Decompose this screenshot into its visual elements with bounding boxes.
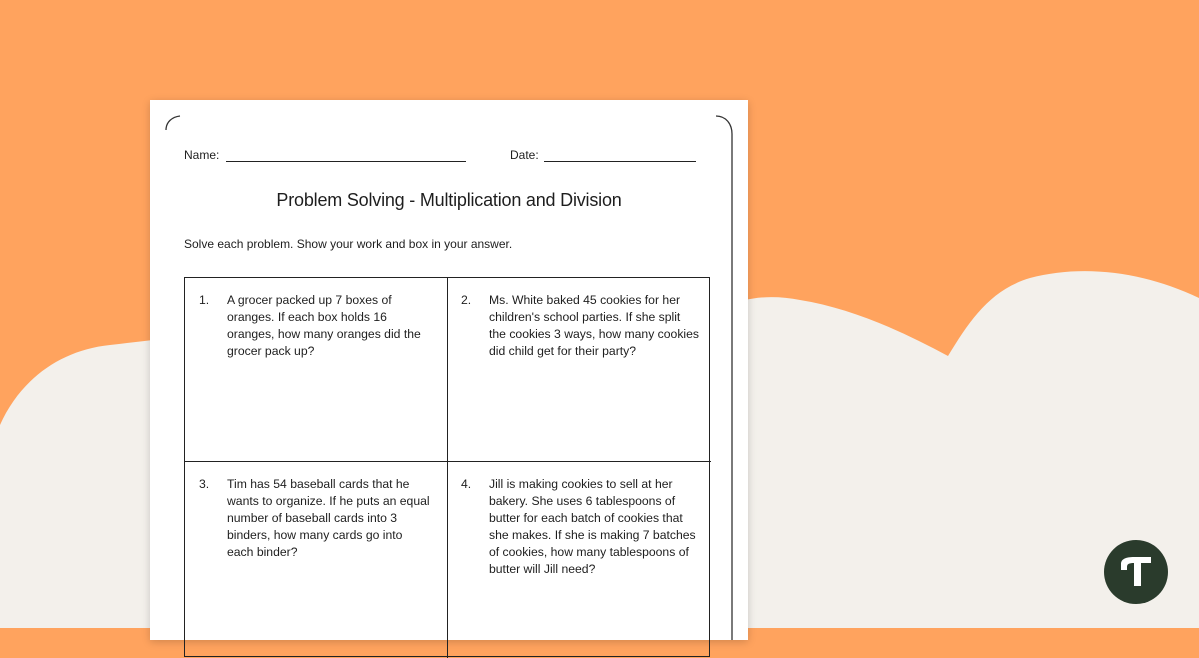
worksheet-title: Problem Solving - Multiplication and Division	[276, 190, 622, 210]
problem-line: binders, how many cards go into	[227, 528, 403, 542]
problem-text	[489, 476, 701, 578]
worksheet-page	[150, 100, 748, 640]
problem-line: Jill is making cookies to sell at her	[489, 477, 673, 491]
problem-line: wants to organize. If he puts an equal	[227, 494, 430, 508]
problem-line: she makes. If she is making 7 batches	[489, 528, 696, 542]
problem-line: A grocer packed up 7 boxes of	[227, 293, 392, 307]
name-label: Name:	[184, 148, 220, 162]
problem-line: children's school parties. If she split	[489, 310, 681, 324]
grid-divider-vertical	[447, 278, 448, 658]
problem-number: 4.	[461, 477, 472, 491]
problem-line: the cookies 3 ways, how many cookies	[489, 327, 699, 341]
problem-line: did child get for their party?	[489, 344, 637, 358]
grid-divider-horizontal	[185, 461, 711, 462]
problem-line: bakery. She uses 6 tablespoons of	[489, 494, 676, 508]
date-field-line[interactable]	[544, 161, 696, 162]
problem-text	[227, 476, 439, 561]
problem-text	[227, 292, 439, 360]
problem-line: of cookies, how many tablespoons of	[489, 545, 689, 559]
problem-number: 2.	[461, 293, 472, 307]
problem-text	[489, 292, 701, 360]
problem-line: grocer pack up?	[227, 344, 315, 358]
problem-line: oranges. If each box holds 16	[227, 310, 387, 324]
problem-line: number of baseball cards into 3	[227, 511, 398, 525]
date-label: Date:	[510, 148, 539, 162]
problem-line: oranges, how many oranges did the	[227, 327, 421, 341]
problem-line: Tim has 54 baseball cards that he	[227, 477, 410, 491]
name-field-line[interactable]	[226, 161, 466, 162]
problem-number: 3.	[199, 477, 210, 491]
problem-grid	[184, 277, 710, 657]
teach-starter-logo-icon[interactable]	[1104, 540, 1168, 604]
problem-line: butter will Jill need?	[489, 562, 596, 576]
problem-number: 1.	[199, 293, 210, 307]
problem-line: Ms. White baked 45 cookies for her	[489, 293, 681, 307]
problem-line: each binder?	[227, 545, 298, 559]
name-date-row	[184, 146, 704, 166]
worksheet-instructions: Solve each problem. Show your work and box in your answer.	[184, 237, 513, 251]
problem-line: butter for each batch of cookies that	[489, 511, 683, 525]
